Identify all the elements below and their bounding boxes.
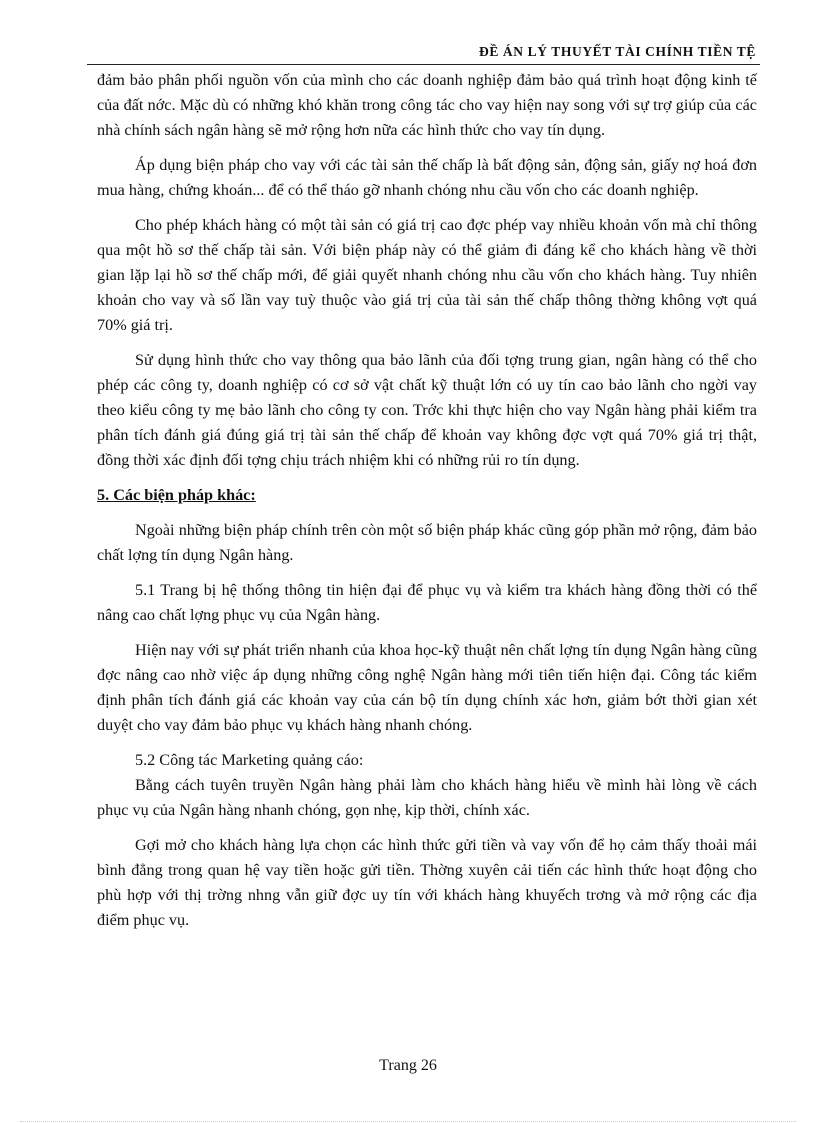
paragraph-continuation: đảm bảo phân phối nguồn vốn của mình cho các doanh nghiệp đảm bảo quá trình hoạt động kinh tế của đất nớc. Mặc dù có những khó khăn trong công tác cho vay hiện nay song với sự trợ giúp của các nhà chính sách ngân hàng sẽ mở rộng hơn nữa các hình thức cho vay tín dụng. [97, 71, 757, 139]
paragraph: Sử dụng hình thức cho vay thông qua bảo lãnh của đối tợng trung gian, ngân hàng có thể cho phép các công ty, doanh nghiệp có cơ sở vật chất kỹ thuật lớn có uy tín cao bảo lãnh cho ngời vay theo kiểu công ty mẹ bảo lãnh cho công ty con. Trớc khi thực hiện cho vay Ngân hàng phải kiểm tra phân tích đánh giá đúng giá trị tài sản thế chấp để khoản vay không đợc vợt quá 70% giá trị thật, đồng thời xác định đối tợng chịu trách nhiệm khi có những rủi ro tín dụng. [97, 351, 757, 469]
document-body [97, 68, 757, 943]
subsection-5-2: 5.2 Công tác Marketing quảng cáo: [135, 751, 364, 769]
section-heading: 5. Các biện pháp khác: [97, 486, 256, 504]
paragraph: Gợi mở cho khách hàng lựa chọn các hình thức gửi tiền và vay vốn để họ cảm thấy thoải mái bình đẳng trong quan hệ vay tiền hoặc gửi tiền. Thờng xuyên cải tiến các hình thức hoạt động cho phù hợp với thị trờng nhng vẫn giữ đợc uy tín với khách hàng khuyếch trơng và mở rộng các địa điểm phục vụ. [97, 836, 757, 929]
paragraph: Áp dụng biện pháp cho vay với các tài sản thế chấp là bất động sản, động sản, giấy nợ hoá đơn mua hàng, chứng khoán... để có thể tháo gỡ nhanh chóng nhu cầu vốn cho các doanh nghiệp. [97, 156, 757, 199]
page-number: Trang 26 [379, 1057, 437, 1074]
paragraph: Cho phép khách hàng có một tài sản có giá trị cao đợc phép vay nhiều khoản vốn mà chỉ thông qua một hồ sơ thế chấp tài sản. Với biện pháp này có thể giảm đi đáng kể cho khách hàng về thời gian lặp lại hồ sơ thế chấp mới, để giải quyết nhanh chóng nhu cầu vốn cho khách hàng. Tuy nhiên khoản cho vay và số lần vay tuỳ thuộc vào giá trị của tài sản thế chấp thông thờng không vợt quá 70% giá trị. [97, 216, 757, 334]
paragraph: Hiện nay với sự phát triển nhanh của khoa học-kỹ thuật nên chất lợng tín dụng Ngân hàng cũng đợc nâng cao nhờ việc áp dụng những công nghệ Ngân hàng mới tiên tiến hiện đại. Công tác kiểm định phân tích đánh giá các khoản vay của cán bộ tín dụng chính xác hơn, giảm bớt thời gian xét duyệt cho vay đảm bảo phục vụ khách hàng nhanh chóng. [97, 641, 757, 734]
paragraph: Bằng cách tuyên truyền Ngân hàng phải làm cho khách hàng hiểu về mình hài lòng về cách phục vụ của Ngân hàng nhanh chóng, gọn nhẹ, kịp thời, chính xác. [97, 776, 757, 819]
header-divider [87, 64, 760, 65]
subsection-5-1: 5.1 Trang bị hệ thống thông tin hiện đại để phục vụ và kiểm tra khách hàng đồng thời có thể nâng cao chất lợng phục vụ của Ngân hàng. [97, 581, 757, 624]
paragraph: Ngoài những biện pháp chính trên còn một số biện pháp khác cũng góp phần mở rộng, đảm bảo chất lợng tín dụng Ngân hàng. [97, 521, 757, 564]
page-header-title: ĐỀ ÁN LÝ THUYẾT TÀI CHÍNH TIỀN TỆ [478, 44, 756, 59]
page-bottom-edge [20, 1121, 796, 1122]
